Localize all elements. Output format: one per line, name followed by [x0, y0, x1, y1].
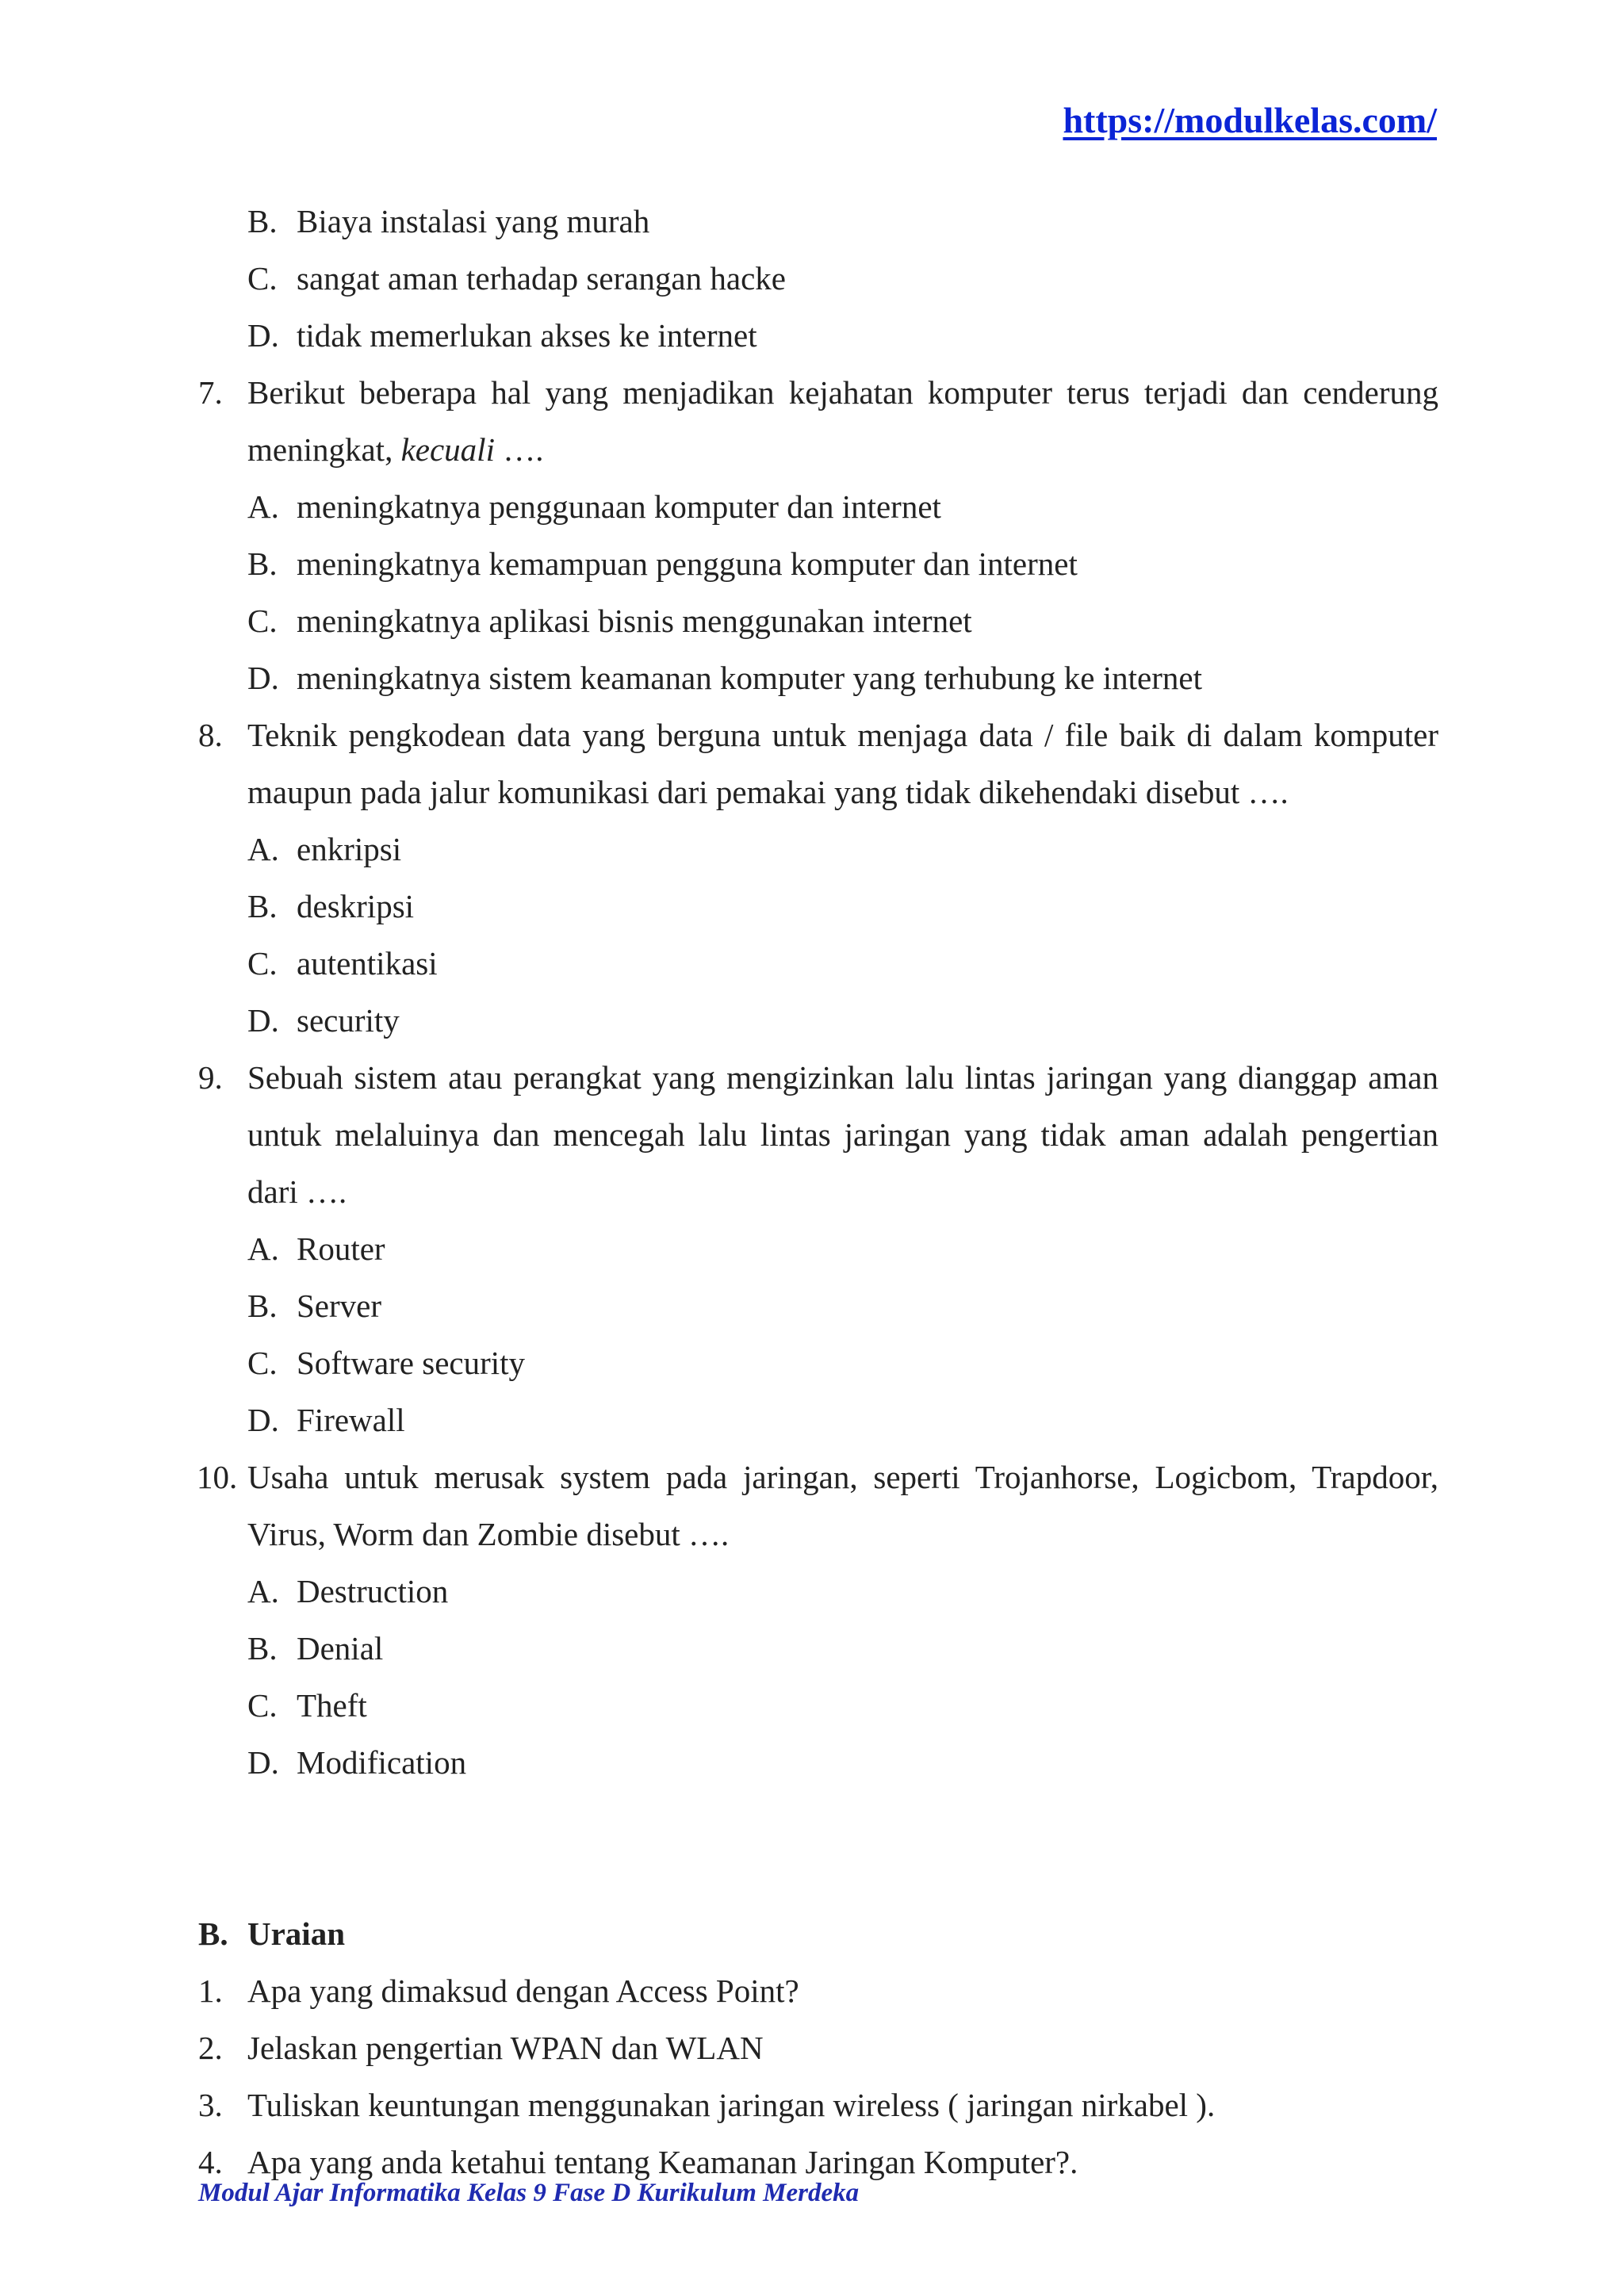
option-letter: D. — [247, 1402, 279, 1438]
essay-number: 3. — [198, 2087, 223, 2123]
option-text: meningkatnya sistem keamanan komputer yang terhubung ke internet — [297, 660, 1202, 696]
essay-text: Tuliskan keuntungan menggunakan jaringan wireless ( jaringan nirkabel ). — [247, 2087, 1216, 2123]
option-letter: D. — [247, 1002, 279, 1039]
essay-number: 1. — [198, 1973, 223, 2009]
option-text: meningkatnya penggunaan komputer dan internet — [297, 488, 941, 525]
option-q8-d — [198, 992, 1438, 1049]
option-text: meningkatnya kemampuan pengguna komputer dan internet — [297, 545, 1078, 582]
option-text: autentikasi — [297, 945, 438, 982]
essay-number: 2. — [198, 2030, 223, 2066]
section-number: B. — [198, 1915, 228, 1952]
option-letter: A. — [247, 1573, 279, 1609]
option-q7-a — [198, 478, 1438, 535]
option-q9-c — [198, 1334, 1438, 1391]
option-letter: B. — [247, 1288, 278, 1324]
option-text: Denial — [297, 1630, 384, 1667]
option-text: tidak memerlukan akses ke internet — [297, 317, 757, 354]
option-q10-b — [198, 1620, 1438, 1677]
option-letter: C. — [247, 1345, 278, 1381]
option-q6-b — [198, 193, 1438, 250]
option-q8-b — [198, 878, 1438, 935]
option-text: Firewall — [297, 1402, 405, 1438]
option-text: Biaya instalasi yang murah — [297, 203, 650, 239]
question-text: Sebuah sistem atau perangkat yang mengizinkan lalu lintas jaringan yang dianggap aman untuk melaluinya dan mencegah lalu lintas jaringan yang tidak aman adalah pengertian dari …. — [247, 1059, 1438, 1210]
question-text: Teknik pengkodean data yang berguna untuk menjaga data / file baik di dalam komputer maupun pada jalur komunikasi dari pemakai yang tidak dikehendaki disebut …. — [247, 717, 1438, 810]
option-text: deskripsi — [297, 888, 415, 924]
question-emphasis: kecuali — [400, 431, 495, 468]
option-q10-a — [198, 1563, 1438, 1620]
option-text: enkripsi — [297, 831, 402, 867]
header-url-link[interactable]: https://modulkelas.com/ — [1063, 100, 1437, 140]
section-title: Uraian — [247, 1915, 345, 1952]
option-text: Router — [297, 1230, 385, 1267]
essay-text: Apa yang dimaksud dengan Access Point? — [247, 1973, 799, 2009]
page-footer: Modul Ajar Informatika Kelas 9 Fase D Kurikulum Merdeka — [198, 2179, 860, 2207]
option-q9-d — [198, 1391, 1438, 1448]
option-letter: C. — [247, 1687, 278, 1724]
option-q9-b — [198, 1277, 1438, 1334]
option-letter: A. — [247, 1230, 279, 1267]
option-letter: D. — [247, 660, 279, 696]
option-q10-c — [198, 1677, 1438, 1734]
option-letter: B. — [247, 203, 278, 239]
section-b-heading — [198, 1905, 1438, 1962]
option-text: Software security — [297, 1345, 526, 1381]
question-8 — [198, 706, 1438, 821]
option-letter: C. — [247, 260, 278, 297]
option-q7-b — [198, 535, 1438, 592]
option-text: security — [297, 1002, 400, 1039]
option-text: Destruction — [297, 1573, 449, 1609]
option-letter: B. — [247, 545, 278, 582]
option-q7-c — [198, 592, 1438, 649]
option-q8-c — [198, 935, 1438, 992]
option-q9-a — [198, 1220, 1438, 1277]
option-letter: D. — [247, 1744, 279, 1781]
question-list — [198, 193, 1438, 2191]
question-number: 7. — [198, 374, 223, 411]
option-letter: B. — [247, 1630, 278, 1667]
question-text: Usaha untuk merusak system pada jaringan, seperti Trojanhorse, Logicbom, Trapdoor, Virus, Worm dan Zombie disebut …. — [247, 1459, 1438, 1552]
option-letter: A. — [247, 831, 279, 867]
option-q8-a — [198, 821, 1438, 878]
essay-question-1 — [198, 1962, 1438, 2019]
option-text: sangat aman terhadap serangan hacke — [297, 260, 786, 297]
essay-question-2 — [198, 2019, 1438, 2076]
option-q10-d — [198, 1734, 1438, 1791]
option-letter: D. — [247, 317, 279, 354]
question-number: 8. — [198, 717, 223, 753]
question-7 — [198, 364, 1438, 478]
section-spacer — [198, 1791, 1438, 1905]
question-number: 10. — [197, 1459, 238, 1495]
option-text: Modification — [297, 1744, 467, 1781]
option-text: meningkatnya aplikasi bisnis menggunakan internet — [297, 603, 972, 639]
option-q6-d — [198, 307, 1438, 364]
option-q7-d — [198, 649, 1438, 706]
option-text: Theft — [297, 1687, 367, 1724]
question-text-end: …. — [494, 431, 544, 468]
option-q6-c — [198, 250, 1438, 307]
essay-text: Jelaskan pengertian WPAN dan WLAN — [247, 2030, 764, 2066]
option-letter: A. — [247, 488, 279, 525]
question-text: Berikut beberapa hal yang menjadikan kejahatan komputer terus terjadi dan cenderung meningkat, — [247, 374, 1438, 468]
essay-number: 4. — [198, 2144, 223, 2180]
question-9 — [198, 1049, 1438, 1220]
option-text: Server — [297, 1288, 382, 1324]
option-letter: B. — [247, 888, 278, 924]
option-letter: C. — [247, 945, 278, 982]
option-letter: C. — [247, 603, 278, 639]
essay-text: Apa yang anda ketahui tentang Keamanan Jaringan Komputer?. — [247, 2144, 1078, 2180]
essay-question-3 — [198, 2076, 1438, 2133]
question-10 — [198, 1448, 1438, 1563]
question-number: 9. — [198, 1059, 223, 1096]
